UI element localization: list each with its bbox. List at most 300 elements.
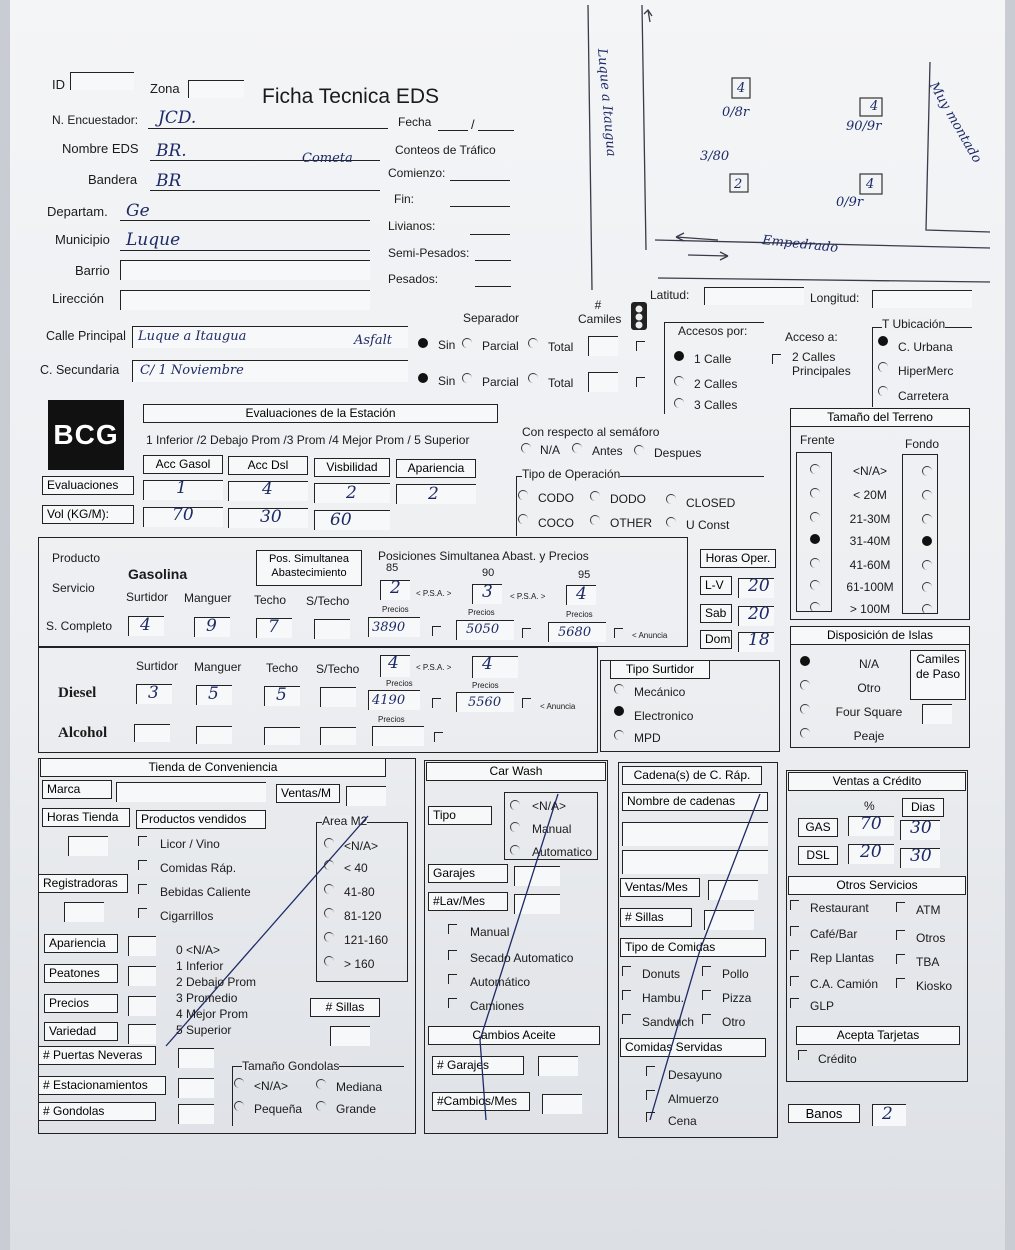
tienda-registradoras-label: Registradoras [38, 874, 128, 893]
acceso-a-label: Acceso a: [785, 330, 838, 344]
semaforo-na-radio[interactable] [521, 443, 531, 453]
octane-95: 95 [578, 569, 591, 581]
sketch-lot-4-num: 4 [866, 177, 875, 192]
accesos-3-radio[interactable] [674, 398, 684, 408]
calle-secundaria-label: C. Secundaria [40, 363, 120, 377]
terreno-fondo-radio-1[interactable] [922, 466, 932, 476]
servida-label-1: Desayuno [668, 1068, 723, 1082]
tarjetas-title: Acepta Tarjetas [796, 1026, 960, 1045]
comida-check-1[interactable] [622, 966, 631, 976]
area-option-4: 81-120 [344, 909, 382, 923]
op-dodo-radio[interactable] [590, 491, 600, 501]
gas-pos-95-value: 4 [576, 584, 587, 604]
area-radio-4[interactable] [324, 908, 334, 918]
acceso-a-check[interactable] [772, 354, 781, 364]
terreno-option-2: < 20M [853, 488, 887, 502]
zona-field[interactable] [188, 80, 244, 98]
alcohol-stecho-field[interactable] [320, 727, 356, 745]
form-page [10, 0, 1005, 1250]
servicio-label-4: Otros [916, 931, 946, 945]
octane-90: 90 [482, 567, 495, 579]
id-field[interactable] [70, 72, 134, 90]
ubicacion-hipermerc-radio[interactable] [878, 362, 888, 372]
carwash-service-label-2: Secado Automatico [470, 951, 574, 965]
pesados-line[interactable] [475, 286, 511, 287]
ubicacion-label: T Ubicación [882, 317, 946, 331]
calle-principal-total-radio[interactable] [528, 338, 538, 348]
banos-label: Banos [788, 1104, 860, 1123]
calle-secundaria-value: C/ 1 Noviembre [140, 363, 244, 378]
tienda-eval-field-2[interactable] [128, 966, 156, 986]
ubicacion-carretera-radio[interactable] [878, 386, 888, 396]
tienda-sillas-label: # Sillas [310, 998, 380, 1017]
gas-stecho-field[interactable] [314, 619, 350, 639]
terreno-fondo-radio-2[interactable] [922, 490, 932, 500]
semaforo-na-label: N/A [540, 443, 561, 457]
sketch-street-horizontal: Empedrado [761, 233, 839, 256]
tienda-scale-0: 0 <N/A> [176, 943, 221, 957]
col-acc-gasol: Acc Gasol [143, 455, 223, 474]
carwash-title: Car Wash [426, 762, 606, 781]
eval-visibilidad-value: 2 [346, 483, 357, 503]
gas-psa-2: < P.S.A. > [510, 592, 546, 601]
bandera-label: Bandera [88, 172, 138, 187]
diesel-anuncia-1-check[interactable] [432, 698, 441, 708]
diesel-anuncia-2-check[interactable] [522, 698, 531, 708]
accesos-1-radio[interactable] [674, 351, 684, 361]
calle-secundaria-camiles-field[interactable] [588, 372, 618, 392]
comida-check-5[interactable] [622, 1014, 631, 1024]
vol-3-value: 60 [330, 510, 352, 530]
gas-anuncia-85-check[interactable] [432, 626, 441, 636]
col-visibilidad: Visbilidad [314, 458, 390, 477]
latitud-field[interactable] [704, 287, 804, 305]
servida-check-2[interactable] [646, 1090, 655, 1100]
gondolas-field[interactable] [178, 1104, 214, 1124]
tienda-marca-label: Marca [42, 780, 112, 799]
comida-label-4: Pizza [722, 991, 752, 1005]
puertas-field[interactable] [178, 1048, 214, 1068]
gondola-grande-label: Grande [336, 1102, 377, 1116]
pos-sim-precios-label: Posiciones Simultanea Abast. y Precios [378, 549, 589, 563]
area-radio-1[interactable] [324, 838, 334, 848]
nombre-extra: Cometa [302, 151, 353, 166]
vol-2-value: 30 [260, 507, 282, 527]
carwash-lav-label: #Lav/Mes [428, 892, 508, 911]
tarjetas-credito-check[interactable] [798, 1050, 807, 1060]
gas-pos-90-value: 3 [482, 582, 493, 602]
calle-principal-sin-radio[interactable] [418, 338, 428, 348]
conteos-label: Conteos de Tráfico [395, 143, 496, 157]
gas-header-surtidor: Surtidor [126, 590, 169, 604]
servicio-label-3: Café/Bar [810, 927, 858, 941]
diesel-pos-2-field[interactable] [472, 656, 518, 678]
fecha-label: Fecha [398, 115, 432, 129]
evaluaciones-scale: 1 Inferior /2 Debajo Prom /3 Prom /4 Mejor Prom / 5 Superior [146, 433, 470, 447]
servida-check-3[interactable] [646, 1112, 655, 1122]
gas-header-techo: Techo [254, 593, 287, 607]
horas-value-2: 20 [748, 604, 770, 624]
comida-check-2[interactable] [702, 966, 711, 976]
sketch-lot-2-dir: 90/9r [846, 119, 882, 134]
terreno-fondo-col [902, 454, 938, 614]
comienzo-label: Comienzo: [388, 166, 446, 180]
terreno-fondo-radio-7[interactable] [922, 604, 932, 614]
area-radio-2[interactable] [324, 860, 334, 870]
calle-secundaria-parcial-label: Parcial [482, 375, 519, 389]
eval-acc-dsl-value: 4 [262, 479, 273, 499]
barrio-label: Barrio [75, 263, 110, 278]
sketch-lot-2-num: 4 [870, 99, 879, 114]
terreno-fondo: Fondo [905, 437, 940, 451]
calle-secundaria-parcial-radio[interactable] [462, 373, 472, 383]
area-radio-6[interactable] [324, 956, 334, 966]
gas-pos-85-value: 2 [390, 578, 401, 598]
calle-principal-parcial-radio[interactable] [462, 338, 472, 348]
diesel-techo-value: 5 [276, 685, 287, 705]
calle-secundaria-semaforo-check[interactable] [636, 377, 645, 387]
servicio-check-6[interactable] [896, 954, 905, 964]
diesel-precios-2: Precios [472, 681, 499, 690]
terreno-option-6: 61-100M [846, 580, 894, 594]
gas-precios-2: Precios [468, 608, 495, 617]
tienda-scale-2: 2 Debajo Prom [176, 975, 257, 989]
row-vol-label: Vol (KG/M): [42, 505, 134, 524]
semaforo-antes-label: Antes [592, 444, 623, 458]
terreno-fondo-radio-3[interactable] [922, 514, 932, 524]
ubicacion-urbana-radio[interactable] [878, 336, 888, 346]
accesos-1-label: 1 Calle [694, 352, 732, 366]
encuestador-label: N. Encuestador: [52, 113, 139, 127]
carwash-garajes-label: Garajes [428, 864, 508, 883]
comida-check-3[interactable] [622, 990, 631, 1000]
terreno-frente-radio-3[interactable] [810, 512, 820, 522]
comida-check-6[interactable] [702, 1014, 711, 1024]
credito-dias-value-2: 30 [910, 846, 932, 866]
nombre-value[interactable]: BR. [156, 141, 187, 161]
tienda-eval-field-4[interactable] [128, 1024, 156, 1044]
servida-check-1[interactable] [646, 1066, 655, 1076]
comienzo-line[interactable] [450, 180, 510, 181]
servida-label-2: Almuerzo [668, 1092, 719, 1106]
alcohol-surtidor-field[interactable] [134, 724, 170, 742]
credito-pct-value-2: 20 [860, 842, 882, 862]
surtidor-mecanico-label: Mecánico [634, 685, 686, 699]
tienda-eval-field-3[interactable] [128, 996, 156, 1016]
sketch-lot-3-dir: 3/80 [700, 149, 730, 164]
carwash-service-label-4: Camiones [470, 999, 525, 1013]
gas-precios-1: Precios [382, 605, 409, 614]
gas-psa-1: < P.S.A. > [416, 589, 452, 598]
accesos-2-label: 2 Calles [694, 377, 738, 391]
servicio-label-1: Restaurant [810, 901, 869, 915]
gondola-na-radio[interactable] [234, 1078, 244, 1088]
semaforo-antes-radio[interactable] [572, 443, 582, 453]
alcohol-precios: Precios [378, 715, 405, 724]
cadenas-ventas-label: Ventas/Mes [620, 878, 700, 897]
credito-title: Ventas a Crédito [788, 772, 966, 791]
sketch-lot-1-dir: 0/8r [722, 105, 750, 120]
longitud-label: Longitud: [810, 291, 860, 305]
area-radio-3[interactable] [324, 884, 334, 894]
calle-principal-camiles-field[interactable] [588, 336, 618, 356]
islas-option-3: Four Square [835, 705, 903, 719]
gondola-grande-radio[interactable] [316, 1101, 326, 1111]
gondola-pequena-radio[interactable] [234, 1101, 244, 1111]
op-uconst-radio[interactable] [666, 517, 676, 527]
fin-label: Fin: [394, 192, 415, 206]
surtidor-title: Tipo Surtidor [610, 660, 710, 679]
form-title: Ficha Tecnica EDS [262, 85, 440, 108]
municipio-value[interactable]: Luque [126, 230, 181, 250]
accesos-2-radio[interactable] [674, 376, 684, 386]
diesel-header-stecho: S/Techo [316, 662, 360, 676]
cadenas-title: Cadena(s) de C. Ráp. [622, 766, 762, 785]
terreno-option-5: 41-60M [849, 558, 891, 572]
alcohol-anuncia-check[interactable] [434, 732, 443, 742]
horas-value-3: 18 [748, 630, 770, 650]
calle-secundaria-total-radio[interactable] [528, 373, 538, 383]
area-option-1: <N/A> [344, 839, 379, 853]
bandera-value[interactable]: BR [156, 171, 182, 191]
tienda-marca-field[interactable] [116, 782, 266, 802]
terreno-frente-radio-5[interactable] [810, 558, 820, 568]
servicio-check-3[interactable] [790, 926, 799, 936]
longitud-field[interactable] [872, 290, 972, 308]
depto-line [120, 220, 370, 221]
tienda-eval-label-3: Precios [44, 994, 118, 1013]
producto-check-1[interactable] [138, 836, 147, 846]
servicio-label-5: Rep Llantas [810, 951, 875, 965]
gas-precios-3: Precios [566, 610, 593, 619]
terreno-fondo-radio-6[interactable] [922, 582, 932, 592]
diesel-header-surtidor: Surtidor [136, 659, 179, 673]
servicio-check-2[interactable] [896, 902, 905, 912]
servicio-check-5[interactable] [790, 950, 799, 960]
gas-anuncia-95-check[interactable] [614, 628, 623, 638]
barrio-field[interactable] [120, 260, 370, 280]
surtidor-mecanico-radio[interactable] [614, 684, 624, 694]
credito-row-label-1: GAS [798, 818, 838, 837]
alcohol-label: Alcohol [58, 725, 108, 741]
op-other-label: OTHER [610, 516, 652, 530]
accesos-3-label: 3 Calles [694, 398, 738, 412]
calle-principal-parcial-label: Parcial [482, 339, 519, 353]
diesel-surtidor-value: 3 [148, 683, 159, 703]
traffic-light-icon [628, 298, 652, 334]
semipesados-label: Semi-Pesados: [388, 246, 470, 260]
islas-option-4: Peaje [853, 729, 885, 743]
vol-3-field[interactable] [314, 510, 390, 530]
alcohol-techo-field[interactable] [264, 727, 300, 745]
terreno-fondo-radio-4[interactable] [922, 536, 932, 546]
gondola-mediana-radio[interactable] [316, 1079, 326, 1089]
servicio-label-6: TBA [916, 955, 940, 969]
islas-option-1: N/A [858, 657, 879, 671]
op-closed-radio[interactable] [666, 494, 676, 504]
calle-principal-total-label: Total [548, 340, 574, 354]
gondola-size-box [232, 1066, 404, 1126]
diesel-label: Diesel [58, 685, 97, 701]
diesel-anuncia-label: < Anuncia [540, 702, 576, 711]
gas-anuncia-90-check[interactable] [522, 628, 531, 638]
producto-check-4[interactable] [138, 908, 147, 918]
horas-label-3: Dom [700, 630, 732, 649]
fecha-line-2 [478, 130, 514, 131]
alcohol-manguer-field[interactable] [196, 726, 232, 744]
servicio-check-4[interactable] [896, 930, 905, 940]
acceso-a-option: 2 Calles Principales [792, 350, 851, 378]
terreno-option-4: 31-40M [849, 534, 891, 548]
gondolas-label: # Gondolas [38, 1102, 156, 1121]
servicio-label: Servicio [52, 581, 95, 595]
tienda-horas-label: Horas Tienda [42, 808, 130, 827]
carwash-service-label-1: Manual [470, 925, 510, 939]
gas-techo-value: 7 [268, 617, 279, 637]
fin-line[interactable] [450, 206, 510, 207]
servicio-check-9[interactable] [790, 998, 799, 1008]
terreno-frente-radio-7[interactable] [810, 602, 820, 612]
op-coco-label: COCO [538, 516, 574, 530]
diesel-header-manguer: Manguer [194, 660, 242, 674]
carwash-service-check-1[interactable] [448, 924, 457, 934]
depto-value[interactable]: Ge [126, 201, 150, 221]
producto-check-2[interactable] [138, 860, 147, 870]
terreno-frente-radio-4[interactable] [810, 534, 820, 544]
terreno-option-3: 21-30M [849, 512, 891, 526]
gas-price-95-value: 5680 [558, 625, 592, 640]
ubicacion-carretera-label: Carretera [898, 389, 949, 403]
tienda-productos-label: Productos vendidos [136, 810, 266, 829]
surtidor-mpd-radio[interactable] [614, 730, 624, 740]
row-evaluaciones-label: Evaluaciones [42, 476, 134, 495]
terreno-frente-radio-2[interactable] [810, 488, 820, 498]
alcohol-price-field[interactable] [372, 726, 424, 746]
tienda-registradoras-field[interactable] [64, 902, 104, 922]
carwash-tipo-label: Tipo [428, 806, 492, 825]
accesos-label: Accesos por: [678, 324, 748, 338]
carwash-service-check-4[interactable] [448, 998, 457, 1008]
tam-gondolas-label: Tamaño Gondolas [242, 1059, 340, 1073]
camiles-paso-field[interactable] [922, 704, 952, 724]
islas-radio-2[interactable] [800, 680, 810, 690]
col-apariencia: Apariencia [396, 459, 476, 478]
diesel-pos-1-value: 4 [388, 653, 399, 673]
servicio-label-8: Kiosko [916, 979, 953, 993]
tienda-scale-4: 4 Mejor Prom [176, 1007, 249, 1021]
tienda-scale-3: 3 Promedio [176, 991, 238, 1005]
terreno-title: Tamaño del Terreno [790, 408, 970, 427]
calle-secundaria-sin-radio[interactable] [418, 373, 428, 383]
fecha-sep: / [471, 117, 475, 132]
diesel-psa: < P.S.A. > [416, 663, 452, 672]
servicio-label-2: ATM [916, 903, 941, 917]
horas-label-1: L-V [700, 576, 732, 595]
op-codo-radio[interactable] [518, 490, 528, 500]
calle-secundaria-total-label: Total [548, 376, 574, 390]
servicio-check-8[interactable] [896, 978, 905, 988]
producto-label: Producto [52, 551, 101, 565]
tienda-eval-label-1: Apariencia [44, 934, 118, 953]
op-coco-radio[interactable] [518, 514, 528, 524]
direccion-label: Lirección [52, 291, 105, 306]
servicio-check-7[interactable] [790, 976, 799, 986]
tienda-eval-label-2: Peatones [44, 964, 118, 983]
producto-check-3[interactable] [138, 884, 147, 894]
servidas-title: Comidas Servidas [620, 1038, 766, 1057]
comida-check-4[interactable] [702, 990, 711, 1000]
aceite-garajes-label: # Garajes [432, 1056, 524, 1075]
sketch-street-vertical: Luque a Itaugua [594, 47, 619, 158]
carwash-service-check-2[interactable] [448, 950, 457, 960]
op-dodo-label: DODO [610, 492, 646, 506]
col-acc-dsl: Acc Dsl [228, 456, 308, 475]
semipesados-line[interactable] [475, 260, 511, 261]
id-label: ID [52, 77, 65, 92]
gondola-pequena-label: Pequeña [254, 1102, 303, 1116]
encuestador-value[interactable]: JCD. [158, 108, 197, 128]
terreno-fondo-radio-5[interactable] [922, 560, 932, 570]
terreno-frente-radio-6[interactable] [810, 580, 820, 590]
calle-principal-value: Luque a Itaugua [138, 329, 247, 344]
aceite-mes-label: #Cambios/Mes [432, 1092, 530, 1111]
surtidor-electronico-label: Electronico [634, 709, 694, 723]
terreno-option-7: > 100M [849, 602, 891, 616]
op-other-radio[interactable] [590, 515, 600, 525]
area-radio-5[interactable] [324, 932, 334, 942]
islas-radio-4[interactable] [800, 728, 810, 738]
semaforo-label: Con respecto al semáforo [522, 425, 660, 439]
diesel-precios-1: Precios [386, 679, 413, 688]
tienda-horas-field[interactable] [68, 836, 108, 856]
ubicacion-urbana-label: C. Urbana [898, 340, 953, 354]
tienda-eval-field-1[interactable] [128, 936, 156, 956]
credito-dias-label: Dias [902, 798, 944, 817]
terreno-frente-radio-1[interactable] [810, 464, 820, 474]
gasolina-label: Gasolina [128, 566, 188, 582]
camiles-paso-label: Camiles de Paso [910, 650, 966, 700]
semaforo-despues-radio[interactable] [634, 445, 644, 455]
diesel-price-2-value: 5560 [468, 695, 502, 710]
direccion-field[interactable] [120, 290, 370, 310]
surtidor-electronico-radio[interactable] [614, 706, 624, 716]
nombre-label: Nombre EDS [62, 141, 139, 156]
gondola-na-label: <N/A> [254, 1079, 289, 1093]
tienda-scale-1: 1 Inferior [176, 959, 224, 973]
eval-acc-gasol-value: 1 [176, 478, 187, 498]
op-codo-label: CODO [538, 491, 574, 505]
producto-label-4: Cigarrillos [160, 909, 214, 923]
latitud-label: Latitud: [650, 288, 690, 302]
carwash-service-check-3[interactable] [448, 974, 457, 984]
servida-label-3: Cena [668, 1114, 697, 1128]
calle-principal-semaforo-check[interactable] [636, 341, 645, 351]
livianos-line[interactable] [470, 234, 510, 235]
tienda-ventas-field[interactable] [346, 786, 386, 806]
estacionamientos-field[interactable] [178, 1078, 214, 1098]
diesel-manguer-value: 5 [208, 684, 219, 704]
islas-radio-3[interactable] [800, 704, 810, 714]
credito-pct-label: % [864, 799, 875, 813]
calle-secundaria-sin-label: Sin [438, 374, 456, 388]
servicio-check-1[interactable] [790, 900, 799, 910]
terreno-option-1: <N/A> [852, 464, 888, 478]
diesel-stecho-field[interactable] [320, 687, 356, 707]
calle-principal-label: Calle Principal [46, 329, 126, 343]
islas-radio-1[interactable] [800, 656, 810, 666]
horas-value-1: 20 [748, 576, 770, 596]
comida-label-6: Otro [722, 1015, 746, 1029]
